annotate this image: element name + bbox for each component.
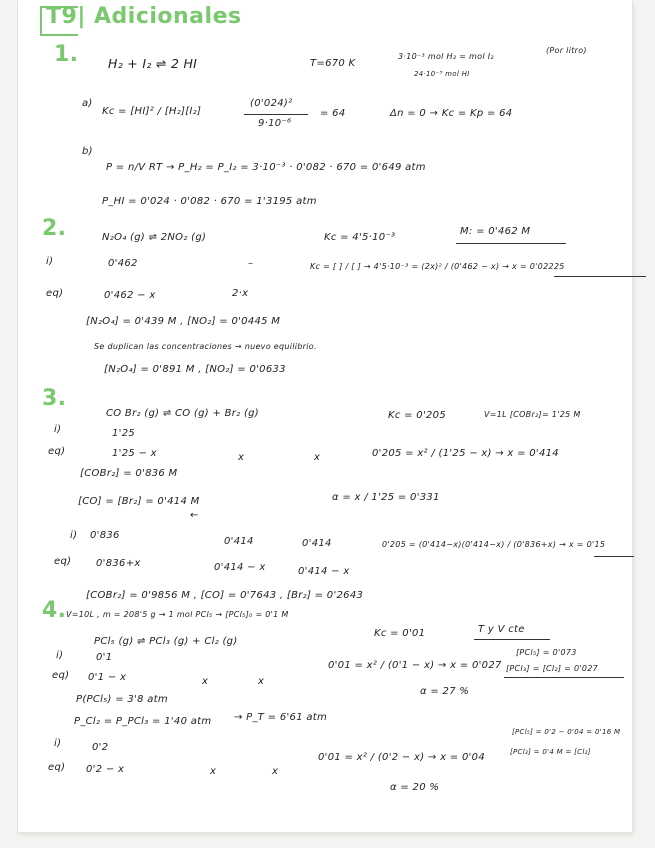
p4-tyv: T y V cte	[478, 624, 525, 635]
p4-eq2-x-cl2: x	[272, 766, 279, 777]
p3-kc2-underline	[594, 556, 634, 557]
page-title: T9| Adicionales	[46, 4, 242, 29]
p1-b-line1: P = n/V RT → P_H₂ = P_I₂ = 3·10⁻³ · 0'082 · 670 = 0'649 atm	[106, 162, 426, 173]
p3-eq2-label: eq)	[54, 556, 72, 567]
p4-p-pcl5: P(PCl₅) = 3'8 atm	[76, 694, 168, 705]
p3-kc2-equation: 0'205 = (0'414−x)(0'414−x) / (0'836+x) → x = 0'15	[382, 540, 606, 549]
p3-initial2-br: 0'414	[302, 538, 332, 549]
p4-pcl5-second: [PCl₅] = 0'2 − 0'04 = 0'16 M	[512, 728, 621, 736]
p3-initial-value: 1'25	[112, 428, 136, 439]
p2-molarity: M: = 0'462 M	[460, 226, 531, 237]
p3-volume: V=1L [COBr₂]= 1'25 M	[484, 410, 581, 419]
p2-molarity-underline	[456, 243, 566, 244]
p2-kc-expression: Kc = [ ] / [ ] → 4'5·10⁻³ = (2x)² / (0'462 − x) → x = 0'02225	[310, 262, 565, 271]
p2-kc: Kc = 4'5·10⁻³	[324, 232, 396, 243]
p4-eq-x-cl2: x	[258, 676, 265, 687]
problem-4-number: 4.	[42, 598, 67, 623]
p4-initial-value: 0'1	[96, 652, 113, 663]
p1-kc-denominator: 9·10⁻⁶	[258, 118, 292, 129]
p4-eq2-value: 0'2 − x	[86, 764, 125, 775]
p1-moles-hi: 24·10⁻³ mol HI	[414, 70, 470, 78]
p3-eq-x-co: x	[238, 452, 245, 463]
p2-eq-label: eq)	[46, 288, 64, 299]
p1-temperature: T=670 K	[310, 58, 356, 69]
p1-kc-numerator: (0'024)²	[250, 98, 293, 109]
p1-kc-definition: Kc = [HI]² / [H₂][I₂]	[102, 106, 202, 117]
p4-eq2-x-pcl3: x	[210, 766, 217, 777]
p1-kc-note: Δn = 0 → Kc = Kp = 64	[390, 108, 513, 119]
p2-reaction: N₂O₄ (g) ⇌ 2NO₂ (g)	[102, 232, 207, 243]
p3-reaction: CO Br₂ (g) ⇌ CO (g) + Br₂ (g)	[106, 408, 260, 419]
p3-alpha: α = x / 1'25 = 0'331	[332, 492, 440, 503]
p4-tyv-underline	[474, 639, 550, 640]
p3-initial2-label: i)	[70, 530, 78, 541]
p4-eq2-label: eq)	[48, 762, 66, 773]
p4-result-underline	[504, 677, 624, 678]
p1-b-line2: P_HI = 0'024 · 0'082 · 670 = 1'3195 atm	[102, 196, 317, 207]
problem-3-number: 3.	[42, 386, 67, 411]
p3-arrow: ←	[190, 510, 199, 521]
p3-eq2-co: 0'414 − x	[214, 562, 266, 573]
p4-eq-value: 0'1 − x	[88, 672, 127, 683]
problem-1-number: 1.	[54, 42, 79, 67]
p4-kc-equation-2: 0'01 = x² / (0'2 − x) → x = 0'04	[318, 752, 485, 763]
p1-reaction: H₂ + I₂ ⇌ 2 HI	[108, 56, 198, 71]
p2-result: [N₂O₄] = 0'439 M , [NO₂] = 0'0445 M	[86, 316, 281, 327]
p1-b-label: b)	[82, 146, 93, 157]
p3-initial2-co: 0'414	[224, 536, 254, 547]
p2-eq-value: 0'462 − x	[104, 290, 156, 301]
p3-eq2-br: 0'414 − x	[298, 566, 350, 577]
p2-note: Se duplican las concentraciones → nuevo equilibrio.	[94, 342, 317, 351]
p1-moles: 3·10⁻³ mol H₂ = mol I₂	[398, 52, 494, 61]
p4-kc: Kc = 0'01	[374, 628, 426, 639]
p4-kc-equation: 0'01 = x² / (0'1 − x) → x = 0'027	[328, 660, 502, 671]
p1-fraction-bar	[244, 114, 308, 115]
p2-initial-value: 0'462	[108, 258, 138, 269]
p3-eq-label: eq)	[48, 446, 66, 457]
problem-2-number: 2.	[42, 216, 67, 241]
p3-final: [COBr₂] = 0'9856 M , [CO] = 0'7643 , [Br₂] = 0'2643	[86, 590, 364, 601]
p3-eq-value: 1'25 − x	[112, 448, 157, 459]
p4-header: V=10L , m = 208'5 g → 1 mol PCl₅ → [PCl₅]₀ = 0'1 M	[66, 610, 289, 619]
p3-initial-label: i)	[54, 424, 62, 435]
notebook-page	[18, 0, 632, 832]
p3-kc: Kc = 0'205	[388, 410, 446, 421]
p3-initial2-value: 0'836	[90, 530, 120, 541]
p4-pcl3: [PCl₃] = [Cl₂] = 0'027	[506, 664, 599, 673]
p4-initial2-label: i)	[54, 738, 62, 749]
p2-initial-dash: –	[248, 258, 254, 269]
p3-eq2-value: 0'836+x	[96, 558, 141, 569]
p4-initial-label: i)	[56, 650, 64, 661]
p4-alpha: α = 27 %	[420, 686, 470, 697]
p2-result-underline	[554, 276, 646, 277]
p1-per-liter: (Por litro)	[546, 46, 587, 55]
p4-pcl5: [PCl₅] = 0'073	[516, 648, 577, 657]
p1-kc-value: = 64	[320, 108, 346, 119]
p4-eq-x-pcl3: x	[202, 676, 209, 687]
p4-alpha-2: α = 20 %	[390, 782, 440, 793]
p3-co-br2: [CO] = [Br₂] = 0'414 M	[78, 496, 200, 507]
p3-cobr2: [COBr₂] = 0'836 M	[80, 468, 178, 479]
p2-new-equilibrium: [N₂O₄] = 0'891 M , [NO₂] = 0'0633	[104, 364, 286, 375]
p4-pcl3-second: [PCl₃] = 0'4 M = [Cl₂]	[510, 748, 591, 756]
p4-p-cl2: P_Cl₂ = P_PCl₃ = 1'40 atm	[74, 716, 212, 727]
p1-a-label: a)	[82, 98, 93, 109]
p3-eq-x-br: x	[314, 452, 321, 463]
p2-initial-label: i)	[46, 256, 54, 267]
p4-reaction: PCl₅ (g) ⇌ PCl₃ (g) + Cl₂ (g)	[94, 636, 238, 647]
p4-total-pressure: → P_T = 6'61 atm	[234, 712, 328, 723]
p2-eq-value-no2: 2·x	[232, 288, 249, 299]
p3-kc-equation: 0'205 = x² / (1'25 − x) → x = 0'414	[372, 448, 559, 459]
p4-initial2-value: 0'2	[92, 742, 109, 753]
p4-eq-label: eq)	[52, 670, 70, 681]
